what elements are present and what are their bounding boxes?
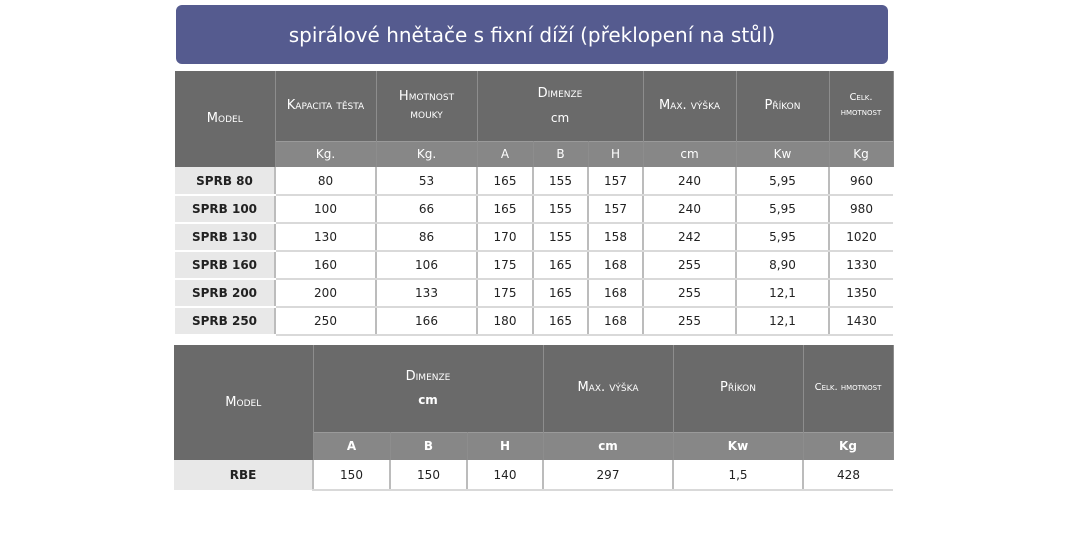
unit-a: A xyxy=(477,141,533,167)
header-max-vyska: Max. výška xyxy=(643,71,736,141)
header-prikon: Příkon xyxy=(673,345,803,432)
cell-b: 165 xyxy=(533,251,588,279)
cell-vyska: 255 xyxy=(643,251,736,279)
table-row xyxy=(175,251,893,279)
table-row xyxy=(174,460,893,490)
cell-b: 150 xyxy=(390,460,467,490)
cell-prikon: 5,95 xyxy=(736,195,829,223)
row-model: SPRB 160 xyxy=(175,251,275,279)
unit-h: H xyxy=(588,141,643,167)
header-celk-hmotnost: Celk. hmotnost xyxy=(803,345,893,432)
unit-b: B xyxy=(533,141,588,167)
cell-a: 175 xyxy=(477,279,533,307)
unit-prikon: Kw xyxy=(736,141,829,167)
cell-h: 168 xyxy=(588,251,643,279)
cell-mouka: 53 xyxy=(376,167,477,195)
row-model: SPRB 200 xyxy=(175,279,275,307)
table-row xyxy=(175,167,893,195)
cell-a: 180 xyxy=(477,307,533,335)
header-prikon: Příkon xyxy=(736,71,829,141)
cell-h: 168 xyxy=(588,307,643,335)
cell-vyska: 297 xyxy=(543,460,673,490)
header-dimenze xyxy=(477,71,643,141)
row-model: SPRB 130 xyxy=(175,223,275,251)
cell-kapacita: 80 xyxy=(275,167,376,195)
cell-a: 175 xyxy=(477,251,533,279)
cell-a: 170 xyxy=(477,223,533,251)
cell-vyska: 255 xyxy=(643,307,736,335)
unit-h: H xyxy=(467,432,543,460)
cell-mouka: 133 xyxy=(376,279,477,307)
cell-mouka: 166 xyxy=(376,307,477,335)
unit-max-vyska: cm xyxy=(643,141,736,167)
cell-a: 165 xyxy=(477,195,533,223)
rbe-spec-table xyxy=(174,345,894,491)
header-max-vyska: Max. výška xyxy=(543,345,673,432)
unit-hmotnost-mouky: Kg. xyxy=(376,141,477,167)
sprb-spec-table xyxy=(175,71,894,336)
header-model: Model xyxy=(174,345,313,460)
row-model: SPRB 250 xyxy=(175,307,275,335)
row-model: SPRB 80 xyxy=(175,167,275,195)
table-row xyxy=(175,279,893,307)
header-model: Model xyxy=(175,71,275,167)
unit-kapacita: Kg. xyxy=(275,141,376,167)
unit-celk-hmotnost: Kg xyxy=(803,432,893,460)
cell-mouka: 66 xyxy=(376,195,477,223)
cell-prikon: 1,5 xyxy=(673,460,803,490)
cell-a: 165 xyxy=(477,167,533,195)
cell-kapacita: 250 xyxy=(275,307,376,335)
unit-b: B xyxy=(390,432,467,460)
cell-hmotnost: 1430 xyxy=(829,307,893,335)
header-dimenze-label: Dimenze xyxy=(537,86,583,101)
cell-mouka: 86 xyxy=(376,223,477,251)
cell-prikon: 5,95 xyxy=(736,223,829,251)
cell-vyska: 255 xyxy=(643,279,736,307)
cell-vyska: 242 xyxy=(643,223,736,251)
cell-hmotnost: 960 xyxy=(829,167,893,195)
cell-b: 165 xyxy=(533,307,588,335)
cell-kapacita: 130 xyxy=(275,223,376,251)
cell-hmotnost: 980 xyxy=(829,195,893,223)
table-row xyxy=(175,307,893,335)
table-row xyxy=(175,195,893,223)
cell-h: 140 xyxy=(467,460,543,490)
header-hmotnost-mouky-label: Hmotnost mouky xyxy=(398,89,455,122)
cell-b: 165 xyxy=(533,279,588,307)
cell-kapacita: 160 xyxy=(275,251,376,279)
cell-hmotnost: 1330 xyxy=(829,251,893,279)
cell-b: 155 xyxy=(533,195,588,223)
cell-vyska: 240 xyxy=(643,195,736,223)
header-dimenze-label: Dimenze xyxy=(405,368,451,384)
header-dimenze-unit: cm xyxy=(550,110,570,125)
unit-celk-hmotnost: Kg xyxy=(829,141,893,167)
cell-h: 168 xyxy=(588,279,643,307)
header-celk-hmotnost: Celk. hmotnost xyxy=(829,71,893,141)
unit-prikon: Kw xyxy=(673,432,803,460)
cell-h: 158 xyxy=(588,223,643,251)
cell-prikon: 12,1 xyxy=(736,307,829,335)
cell-mouka: 106 xyxy=(376,251,477,279)
page-title-banner xyxy=(176,5,888,64)
header-hmotnost-mouky xyxy=(376,71,477,141)
cell-hmotnost: 428 xyxy=(803,460,893,490)
header-dimenze-unit: cm xyxy=(418,393,438,408)
page-title: spirálové hnětače s fixní díží (překlopení na stůl) xyxy=(288,22,776,47)
row-model: RBE xyxy=(174,460,313,490)
cell-kapacita: 200 xyxy=(275,279,376,307)
cell-prikon: 8,90 xyxy=(736,251,829,279)
row-model: SPRB 100 xyxy=(175,195,275,223)
cell-hmotnost: 1020 xyxy=(829,223,893,251)
unit-max-vyska: cm xyxy=(543,432,673,460)
cell-h: 157 xyxy=(588,195,643,223)
header-kapacita: Kapacita těsta xyxy=(275,71,376,141)
unit-a: A xyxy=(313,432,390,460)
cell-kapacita: 100 xyxy=(275,195,376,223)
cell-b: 155 xyxy=(533,223,588,251)
cell-h: 157 xyxy=(588,167,643,195)
cell-hmotnost: 1350 xyxy=(829,279,893,307)
header-dimenze xyxy=(313,345,543,432)
cell-b: 155 xyxy=(533,167,588,195)
table-row xyxy=(175,223,893,251)
cell-prikon: 12,1 xyxy=(736,279,829,307)
cell-vyska: 240 xyxy=(643,167,736,195)
cell-a: 150 xyxy=(313,460,390,490)
cell-prikon: 5,95 xyxy=(736,167,829,195)
